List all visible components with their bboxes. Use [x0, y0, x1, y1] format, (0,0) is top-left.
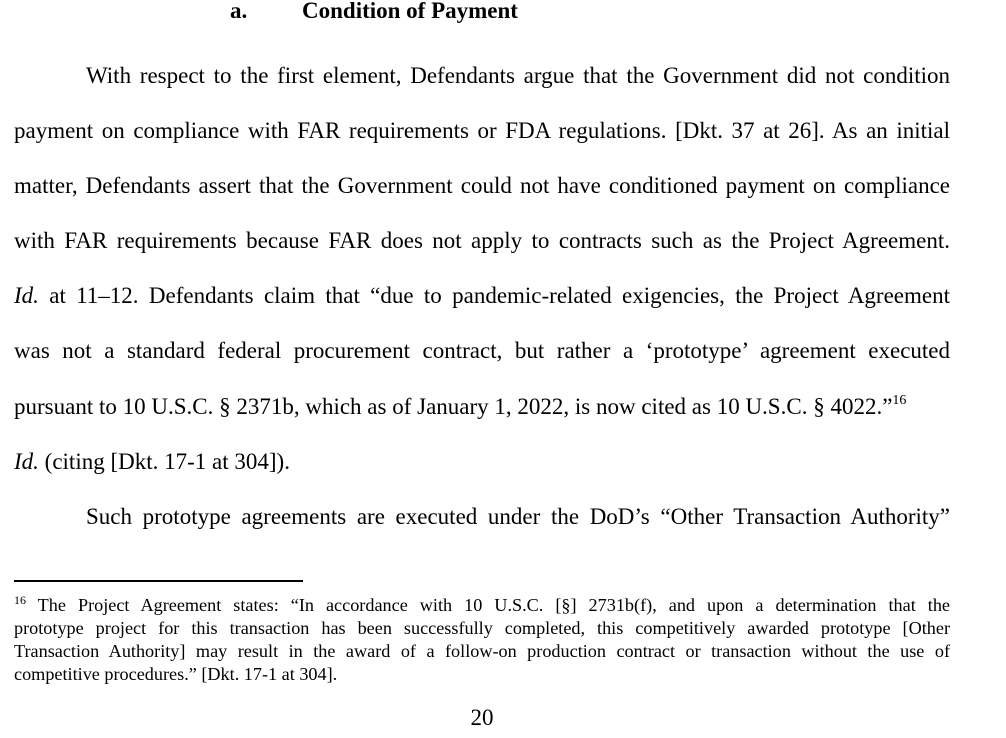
paragraph-1-line-1: With respect to the first element, Defendants argue that the Government did not condition [86, 63, 950, 88]
paragraph-1-line-6: was not a standard federal procurement contract, but rather a ‘prototype’ agreement executed [14, 338, 950, 364]
footnote-line-3: Transaction Authority] may result in the award of a follow-on production contract or transaction without the use of [14, 641, 950, 661]
paragraph-1-line-3: matter, Defendants assert that the Government could not have conditioned payment on compliance [14, 173, 950, 199]
id-citation: Id. [14, 283, 39, 309]
footnote-marker: 16 [14, 594, 26, 607]
section-heading-title: Condition of Payment [302, 0, 518, 23]
footnote [14, 594, 950, 686]
paragraph-1-line-2: payment on compliance with FAR requirements or FDA regulations. [Dkt. 37 at 26]. As an initial [14, 118, 950, 144]
id-citation: Id. [14, 448, 39, 474]
footnote-line-2: prototype project for this transaction has been successfully completed, this competitively awarded prototype [Other [14, 618, 950, 638]
paragraph-1-line-5 [14, 268, 950, 323]
paragraph-1-line-8 [14, 434, 950, 489]
page-number: 20 [470, 705, 494, 730]
footnote-reference: 16 [892, 392, 907, 408]
paragraph-2-line-1: Such prototype agreements are executed under the DoD’s “Other Transaction Authority” [86, 503, 950, 529]
footnote-line-1-text: The Project Agreement states: “In accordance with 10 U.S.C. [§] 2731b(f), and upon a determination that the [26, 595, 950, 615]
body-text [14, 48, 950, 544]
paragraph-1-line-8-text: (citing [Dkt. 17-1 at 304]). [38, 448, 290, 474]
paragraph-1-line-7-text: pursuant to 10 U.S.C. § 2371b, which as of January 1, 2022, is now cited as 10 U.S.C. § 4022.” [14, 393, 893, 419]
footnote-line-4: competitive procedures.” [Dkt. 17-1 at 304]. [14, 664, 338, 684]
paragraph-1-line-4: with FAR requirements because FAR does not apply to contracts such as the Project Agreement. [14, 228, 950, 254]
footnote-line-1 [14, 594, 950, 617]
section-heading-number: a. [230, 0, 248, 23]
paragraph-1-line-5-text: at 11–12. Defendants claim that “due to pandemic-related exigencies, the Project Agreement [38, 283, 950, 309]
footnote-separator [14, 580, 303, 582]
section-heading [230, 0, 518, 29]
paragraph-1-line-7 [14, 379, 950, 434]
